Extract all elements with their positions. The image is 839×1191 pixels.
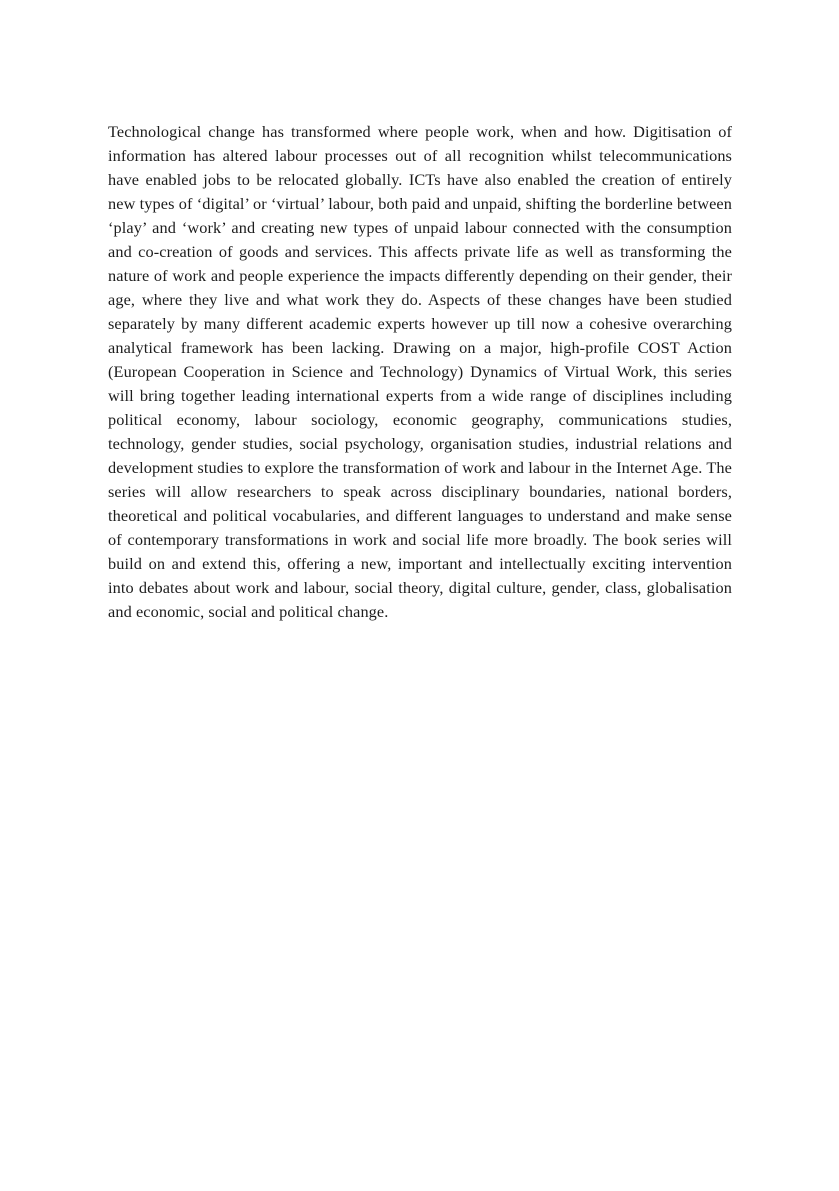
body-paragraph: Technological change has transformed where people work, when and how. Digitisation of information has altered labour processes out of all recognition whilst telecommunications have enabled jobs to be relocated globally. ICTs have also enabled the creation of entirely new types of ‘digital’ or ‘virtual’ labour, both paid and unpaid, shifting the borderline between ‘play’ and ‘work’ and creating new types of unpaid labour connected with the consumption and co-creation of goods and services. This affects private life as well as transforming the nature of work and people experience the impacts differently depending on their gender, their age, where they live and what work they do. Aspects of these changes have been studied separately by many different academic experts however up till now a cohesive overarching analytical framework has been lacking. Drawing on a major, high-profile COST Action (European Cooperation in Science and Technology) Dynamics of Virtual Work, this series will bring together leading international experts from a wide range of disciplines including political economy, labour sociology, economic geography, communications studies, technology, gender studies, social psychology, organisation studies, industrial relations and development studies to explore the transformation of work and labour in the Internet Age. The series will allow researchers to speak across disciplinary boundaries, national borders, theoretical and political vocabularies, and different languages to understand and make sense of contemporary transformations in work and social life more broadly. The book series will build on and extend this, offering a new, important and intellectually exciting intervention into debates about work and labour, social theory, digital culture, gender, class, globalisation and economic, social and political change. (108, 122, 732, 621)
text-block (108, 120, 732, 624)
